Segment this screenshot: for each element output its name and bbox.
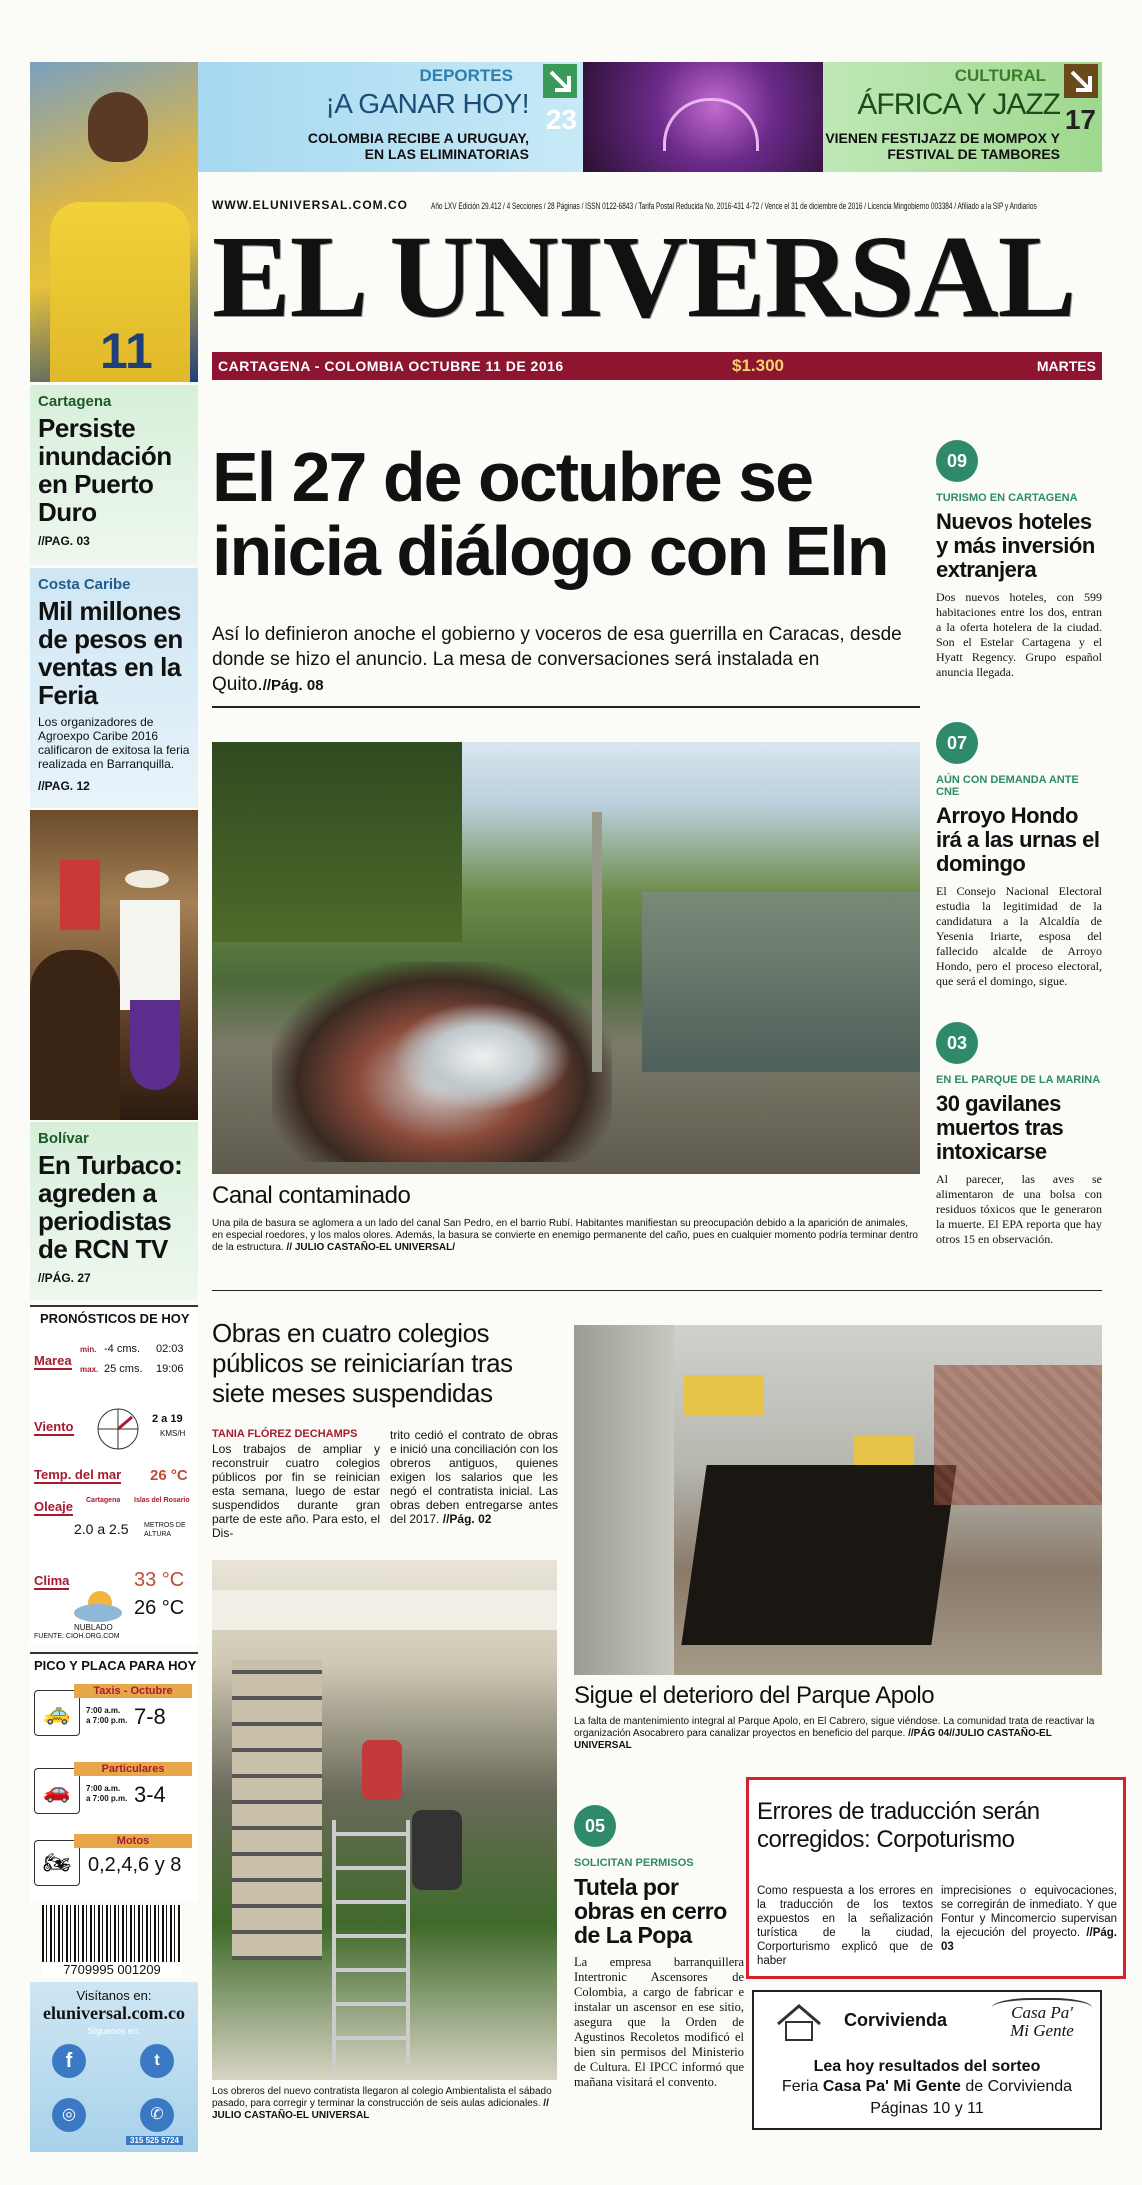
motorcycle-icon: 🏍 <box>34 1840 80 1886</box>
banner-cultural-headline: ÁFRICA Y JAZZ <box>857 88 1060 121</box>
sidebar-page: //PÁG. 27 <box>38 1271 91 1285</box>
newspaper-title: EL UNIVERSAL <box>212 211 1076 342</box>
motos-tag: Motos <box>74 1834 192 1848</box>
errores-col2 <box>941 1884 1117 1954</box>
facebook-icon[interactable]: f <box>52 2044 86 2078</box>
pico-placa-particulares <box>34 1762 194 1824</box>
marea-max-time: 19:06 <box>156 1363 184 1375</box>
viento-label: Viento <box>34 1419 74 1434</box>
tutela-story[interactable] <box>574 1805 744 2090</box>
clima-high: 33 °C <box>134 1569 185 1591</box>
site-url[interactable]: WWW.ELUNIVERSAL.COM.CO <box>212 198 408 212</box>
car-icon: 🚗 <box>34 1768 80 1814</box>
lead-page[interactable]: //Pág. 08 <box>262 677 324 694</box>
pico-placa-box <box>30 1652 198 1902</box>
lead-headline-line2: inicia diálogo con Eln <box>212 512 888 590</box>
sidebar-headline: Mil millones de pesos en ventas en la Feria <box>38 596 183 710</box>
right-kicker: AÚN CON DEMANDA ANTE CNE <box>936 774 1079 798</box>
right-headline: Nuevos hoteles y más inversión extranjera <box>936 509 1095 582</box>
particulares-tag: Particulares <box>74 1762 192 1776</box>
banner-cultural-sub1: VIENEN FESTIJAZZ DE MOMPOX Y <box>825 130 1060 146</box>
sidebar-story-feria[interactable] <box>30 568 198 808</box>
pico-placa-taxis <box>34 1684 194 1746</box>
lead-deck <box>212 622 912 698</box>
divider <box>212 1290 1102 1291</box>
visitanos-label: Visítanos en: <box>76 1988 152 2003</box>
errores-headline: Errores de traducción serán corregidos: Corpoturismo <box>757 1798 1040 1853</box>
sidebar-headline: En Turbaco: agreden a periodistas de RCN TV <box>38 1150 183 1264</box>
tutela-kicker: SOLICITAN PERMISOS <box>574 1857 694 1869</box>
particulares-value: 3-4 <box>134 1782 166 1807</box>
right-headline: 30 gavilanes muertos tras intoxicarse <box>936 1091 1064 1164</box>
banner-deportes[interactable] <box>198 62 583 172</box>
obreros-caption-text: Los obreros del nuevo contratista llegaron al colegio Ambientalista el sábado pasado, para corregir y terminar la construcción de seis aulas adicionales. <box>212 2086 552 2109</box>
house-icon <box>774 2002 824 2042</box>
weekday: MARTES <box>1036 358 1096 374</box>
errores-col1: Como respuesta a los errores en la traducción de los textos expuestos en la señalización turística de la ciudad, Corporturismo explicó que de haber <box>757 1885 933 1967</box>
ad-line2 <box>754 2078 1100 2096</box>
right-story-hoteles[interactable] <box>936 440 1102 680</box>
right-text: Dos nuevos hoteles, con 599 habitaciones entre los dos, entran a la oferta hotelera de la ciudad. Son el Estelar Cartagena y el Hyatt Regency. Grupo español anuncia llegada. <box>936 590 1102 679</box>
right-kicker: TURISMO EN CARTAGENA <box>936 492 1078 504</box>
particulares-time-start: 7:00 a.m. <box>86 1784 121 1793</box>
arrow-down-right-icon <box>1064 64 1098 98</box>
canal-credit: // JULIO CASTAÑO-EL UNIVERSAL/ <box>286 1242 456 1253</box>
barcode <box>42 1905 182 1965</box>
right-kicker: EN EL PARQUE DE LA MARINA <box>936 1074 1101 1086</box>
sidebar-page: //PAG. 03 <box>38 534 90 548</box>
right-story-arroyo-hondo[interactable] <box>936 722 1102 989</box>
clima-desc: NUBLADO <box>74 1623 113 1632</box>
marea-min-time: 02:03 <box>156 1343 184 1355</box>
banner-cultural[interactable] <box>823 62 1102 172</box>
marea-min-label: min. <box>80 1345 97 1354</box>
visitanos-site[interactable]: eluniversal.com.co <box>43 2003 185 2023</box>
oleaje-value: 2.0 a 2.5 <box>74 1521 129 1537</box>
sidebar-kicker: Cartagena <box>38 393 112 410</box>
taxis-time-end: a 7:00 p.m. <box>86 1716 128 1725</box>
whatsapp-phone: 315 525 5724 <box>126 2136 183 2145</box>
viento-value: 2 a 19 <box>152 1413 183 1425</box>
lead-headline-line1: El 27 de octubre se <box>212 438 813 516</box>
banner-deportes-kicker: DEPORTES <box>419 66 513 85</box>
apolo-credit: //PÁG 04//JULIO CASTAÑO-EL UNIVERSAL <box>574 1728 1052 1751</box>
taxis-value: 7-8 <box>134 1704 166 1729</box>
temp-mar-label: Temp. del mar <box>34 1467 122 1482</box>
ad-line2-a: Feria <box>781 2078 823 2095</box>
banner-deportes-sub1: COLOMBIA RECIBE A URUGUAY, <box>307 130 529 146</box>
errores-story[interactable] <box>746 1777 1126 1979</box>
obreros-caption <box>212 2086 557 2122</box>
pico-placa-motos <box>34 1834 194 1896</box>
dateline: CARTAGENA - COLOMBIA OCTUBRE 11 DE 2016 <box>218 358 564 374</box>
particulares-time-end: a 7:00 p.m. <box>86 1794 128 1803</box>
tutela-text: La empresa barranquillera Intertronic Ascensores de Colombia, a cargo de fabricar e instalar un ascensor en ese sitio, asegura que la Orden de Agustinos Recoletos modificó el bien sin permisos del Ministerio de Cultura. El IPCC informó que mañana visitará el convento. <box>574 1955 744 2089</box>
lead-deck-text: Así lo definieron anoche el gobierno y voceros de esa guerrilla en Caracas, desde donde se hizo el anuncio. La mesa de conversaciones será instalada en Quito. <box>212 624 902 695</box>
ad-line3: Páginas 10 y 11 <box>870 2100 984 2117</box>
twitter-icon[interactable]: t <box>140 2044 174 2078</box>
marea-min-value: -4 cms. <box>104 1343 141 1355</box>
weather-forecast-box <box>30 1305 198 1645</box>
apolo-caption-text: La falta de mantenimiento integral al Parque Apolo, en El Cabrero, sigue viéndose. La comunidad trata de reactivar la organización Asocabrero para canalizar proyectos en beneficio del parque. <box>574 1716 1095 1739</box>
ad-line2-c: de Corvivienda <box>960 2078 1073 2095</box>
viento-unit: KMS/H <box>160 1429 186 1438</box>
sidebar-page: //PAG. 12 <box>38 779 90 793</box>
instagram-icon[interactable]: ◎ <box>52 2098 86 2132</box>
canal-photo <box>212 742 920 1174</box>
sidebar-kicker: Costa Caribe <box>38 576 131 593</box>
taxis-tag: Taxis - Octubre <box>74 1684 192 1698</box>
banner-deportes-sub2: EN LAS ELIMINATORIAS <box>364 146 529 162</box>
horse-rider-photo <box>30 810 198 1120</box>
taxi-icon: 🚕 <box>34 1690 80 1736</box>
whatsapp-icon[interactable]: ✆ <box>140 2098 174 2132</box>
banner-cultural-kicker: CULTURAL <box>954 66 1046 85</box>
barcode-number: 7709995 001209 <box>42 1962 182 1978</box>
banner-cultural-page: 17 <box>1064 104 1096 135</box>
obreros-photo <box>212 1560 557 2080</box>
price: $1.300 <box>732 356 784 375</box>
right-story-gavilanes[interactable] <box>936 1022 1102 1247</box>
obras-col2 <box>390 1428 558 1526</box>
canal-caption-text: Una pila de basura se aglomera a un lado del canal San Pedro, en el barrio Rubí. Habitantes manifiestan su preocupación debido a la aparición de animales, en especial roedores, y los malos olores. Además, la basura se convierte en enemigo permanente del caño, pues en cualquier momento podría terminar dentro de la estructura. <box>212 1218 918 1253</box>
temp-mar-value: 26 °C <box>150 1467 188 1484</box>
right-headline: Arroyo Hondo irá a las urnas el domingo <box>936 803 1100 876</box>
marea-max-value: 25 cms. <box>104 1363 143 1375</box>
ad-brand-casa <box>992 1998 1092 2040</box>
corvivienda-ad[interactable] <box>752 1990 1102 2130</box>
weather-title: PRONÓSTICOS DE HOY <box>40 1311 190 1326</box>
pico-placa-title: PICO Y PLACA PARA HOY <box>34 1658 197 1673</box>
ad-brand-casa-line2: Mi Gente <box>1010 2021 1074 2040</box>
banner-deportes-page: 23 <box>545 104 577 135</box>
motos-value: 0,2,4,6 y 8 <box>88 1854 182 1876</box>
ad-brand-casa-line1: Casa Pa' <box>992 1998 1092 2022</box>
ad-line2-b: Casa Pa' Mi Gente <box>822 2078 961 2095</box>
sidebar-headline: Persiste inundación en Puerto Duro <box>38 413 172 527</box>
obreros-credit: // JULIO CASTAÑO-EL UNIVERSAL <box>212 2098 549 2121</box>
right-text: El Consejo Nacional Electoral estudia la legitimidad de la candidatura a la Alcaldía de Yesenia Iriarte, esposa del fallecido alcalde de Arroyo Hondo, pero el proceso electoral, que será el domingo, sigue. <box>936 884 1102 988</box>
tutela-headline: Tutela por obras en cerro de La Popa <box>574 1874 727 1948</box>
oleaje-unit: METROS DE ALTURA <box>144 1522 186 1538</box>
page-badge: 03 <box>936 1022 978 1064</box>
clima-source: FUENTE: CIOH.ORG.COM <box>34 1633 120 1640</box>
taxis-time-start: 7:00 a.m. <box>86 1706 121 1715</box>
marea-max-label: max. <box>80 1365 99 1374</box>
sidebar-text: Los organizadores de Agroexpo Caribe 2016 calificaron de exitosa la feria realizada en Barranquilla. <box>38 715 190 771</box>
apolo-caption <box>574 1716 1102 1752</box>
oleaje-rosario: Islas del Rosario <box>134 1497 190 1504</box>
parque-apolo-photo <box>574 1325 1102 1675</box>
ad-line1: Lea hoy resultados del sorteo <box>813 2058 1041 2075</box>
marea-label: Marea <box>34 1353 72 1368</box>
canal-caption-title: Canal contaminado <box>212 1182 411 1209</box>
errores-page[interactable]: //Pág. 03 <box>941 1927 1117 1953</box>
banner-deportes-headline: ¡A GANAR HOY! <box>325 88 529 119</box>
clima-low: 26 °C <box>134 1597 185 1619</box>
page-badge: 05 <box>574 1805 616 1847</box>
follow-label: Síguenos en: <box>87 2026 141 2036</box>
clima-label: Clima <box>34 1573 70 1588</box>
sidebar-story-turbaco[interactable] <box>30 1122 198 1300</box>
top-banner <box>30 62 1102 172</box>
canal-caption <box>212 1218 920 1254</box>
arrow-down-right-icon <box>543 64 577 98</box>
obras-col1: Los trabajos de ampliar y reconstruir cuatro colegios públicos por fin se reinician esta semana, luego de estar suspendidos durante gran parte de este año. Para esto, el Dis- <box>212 1442 380 1540</box>
obras-col2-text: trito cedió el contrato de obras e inició una conciliación con los obreros antiguos, quienes exigen los salarios que les negó el contratista inicial. Las obras deben entregarse antes del 2017. <box>390 1428 558 1526</box>
obras-byline: TANIA FLÓREZ DECHAMPS <box>212 1428 358 1440</box>
obras-headline[interactable]: Obras en cuatro colegios públicos se reiniciarían tras siete meses suspendidas <box>212 1318 513 1408</box>
edition-meta: Año LXV Edición 29.412 / 4 Secciones / 28 Páginas / ISSN 0122-6843 / Tarifa Postal Reducida No. 2016-431 4-72 / Vence el 31 de diciembre de 2016 / Licencia Mingobierno 003384 / Afiliado a la SIP y Andiarios <box>430 201 1037 211</box>
compass-icon <box>92 1403 144 1455</box>
concert-photo <box>583 62 823 172</box>
sidebar-kicker: Bolívar <box>38 1130 89 1147</box>
right-text: Al parecer, las aves se alimentaron de una bolsa con residuos tóxicos que le generaron la muerte. El EPA reporta que hay otros 15 en observación. <box>936 1172 1102 1246</box>
obras-page[interactable]: //Pág. 02 <box>442 1512 492 1526</box>
sidebar-story-puerto-duro[interactable] <box>30 385 198 565</box>
visitanos-box <box>30 1982 198 2152</box>
lead-headline[interactable] <box>212 438 912 590</box>
jersey-number-graphic: 11 <box>100 323 153 379</box>
divider <box>212 706 920 708</box>
dateline-bar <box>212 352 1102 380</box>
oleaje-label: Oleaje <box>34 1499 74 1514</box>
page-badge: 07 <box>936 722 978 764</box>
page-badge: 09 <box>936 440 978 482</box>
errores-col2-text: imprecisiones o equivocaciones, se corregirán de inmediato. Y que Fontur y Mincomercio supervisan la ejecución del proyecto. <box>941 1885 1117 1939</box>
oleaje-cartagena: Cartagena <box>86 1497 121 1504</box>
banner-cultural-sub2: FESTIVAL DE TAMBORES <box>887 146 1060 162</box>
cloudy-sun-icon <box>70 1585 130 1625</box>
apolo-caption-title: Sigue el deterioro del Parque Apolo <box>574 1682 935 1709</box>
ad-brand-corvivienda: Corvivienda <box>844 2010 948 2030</box>
